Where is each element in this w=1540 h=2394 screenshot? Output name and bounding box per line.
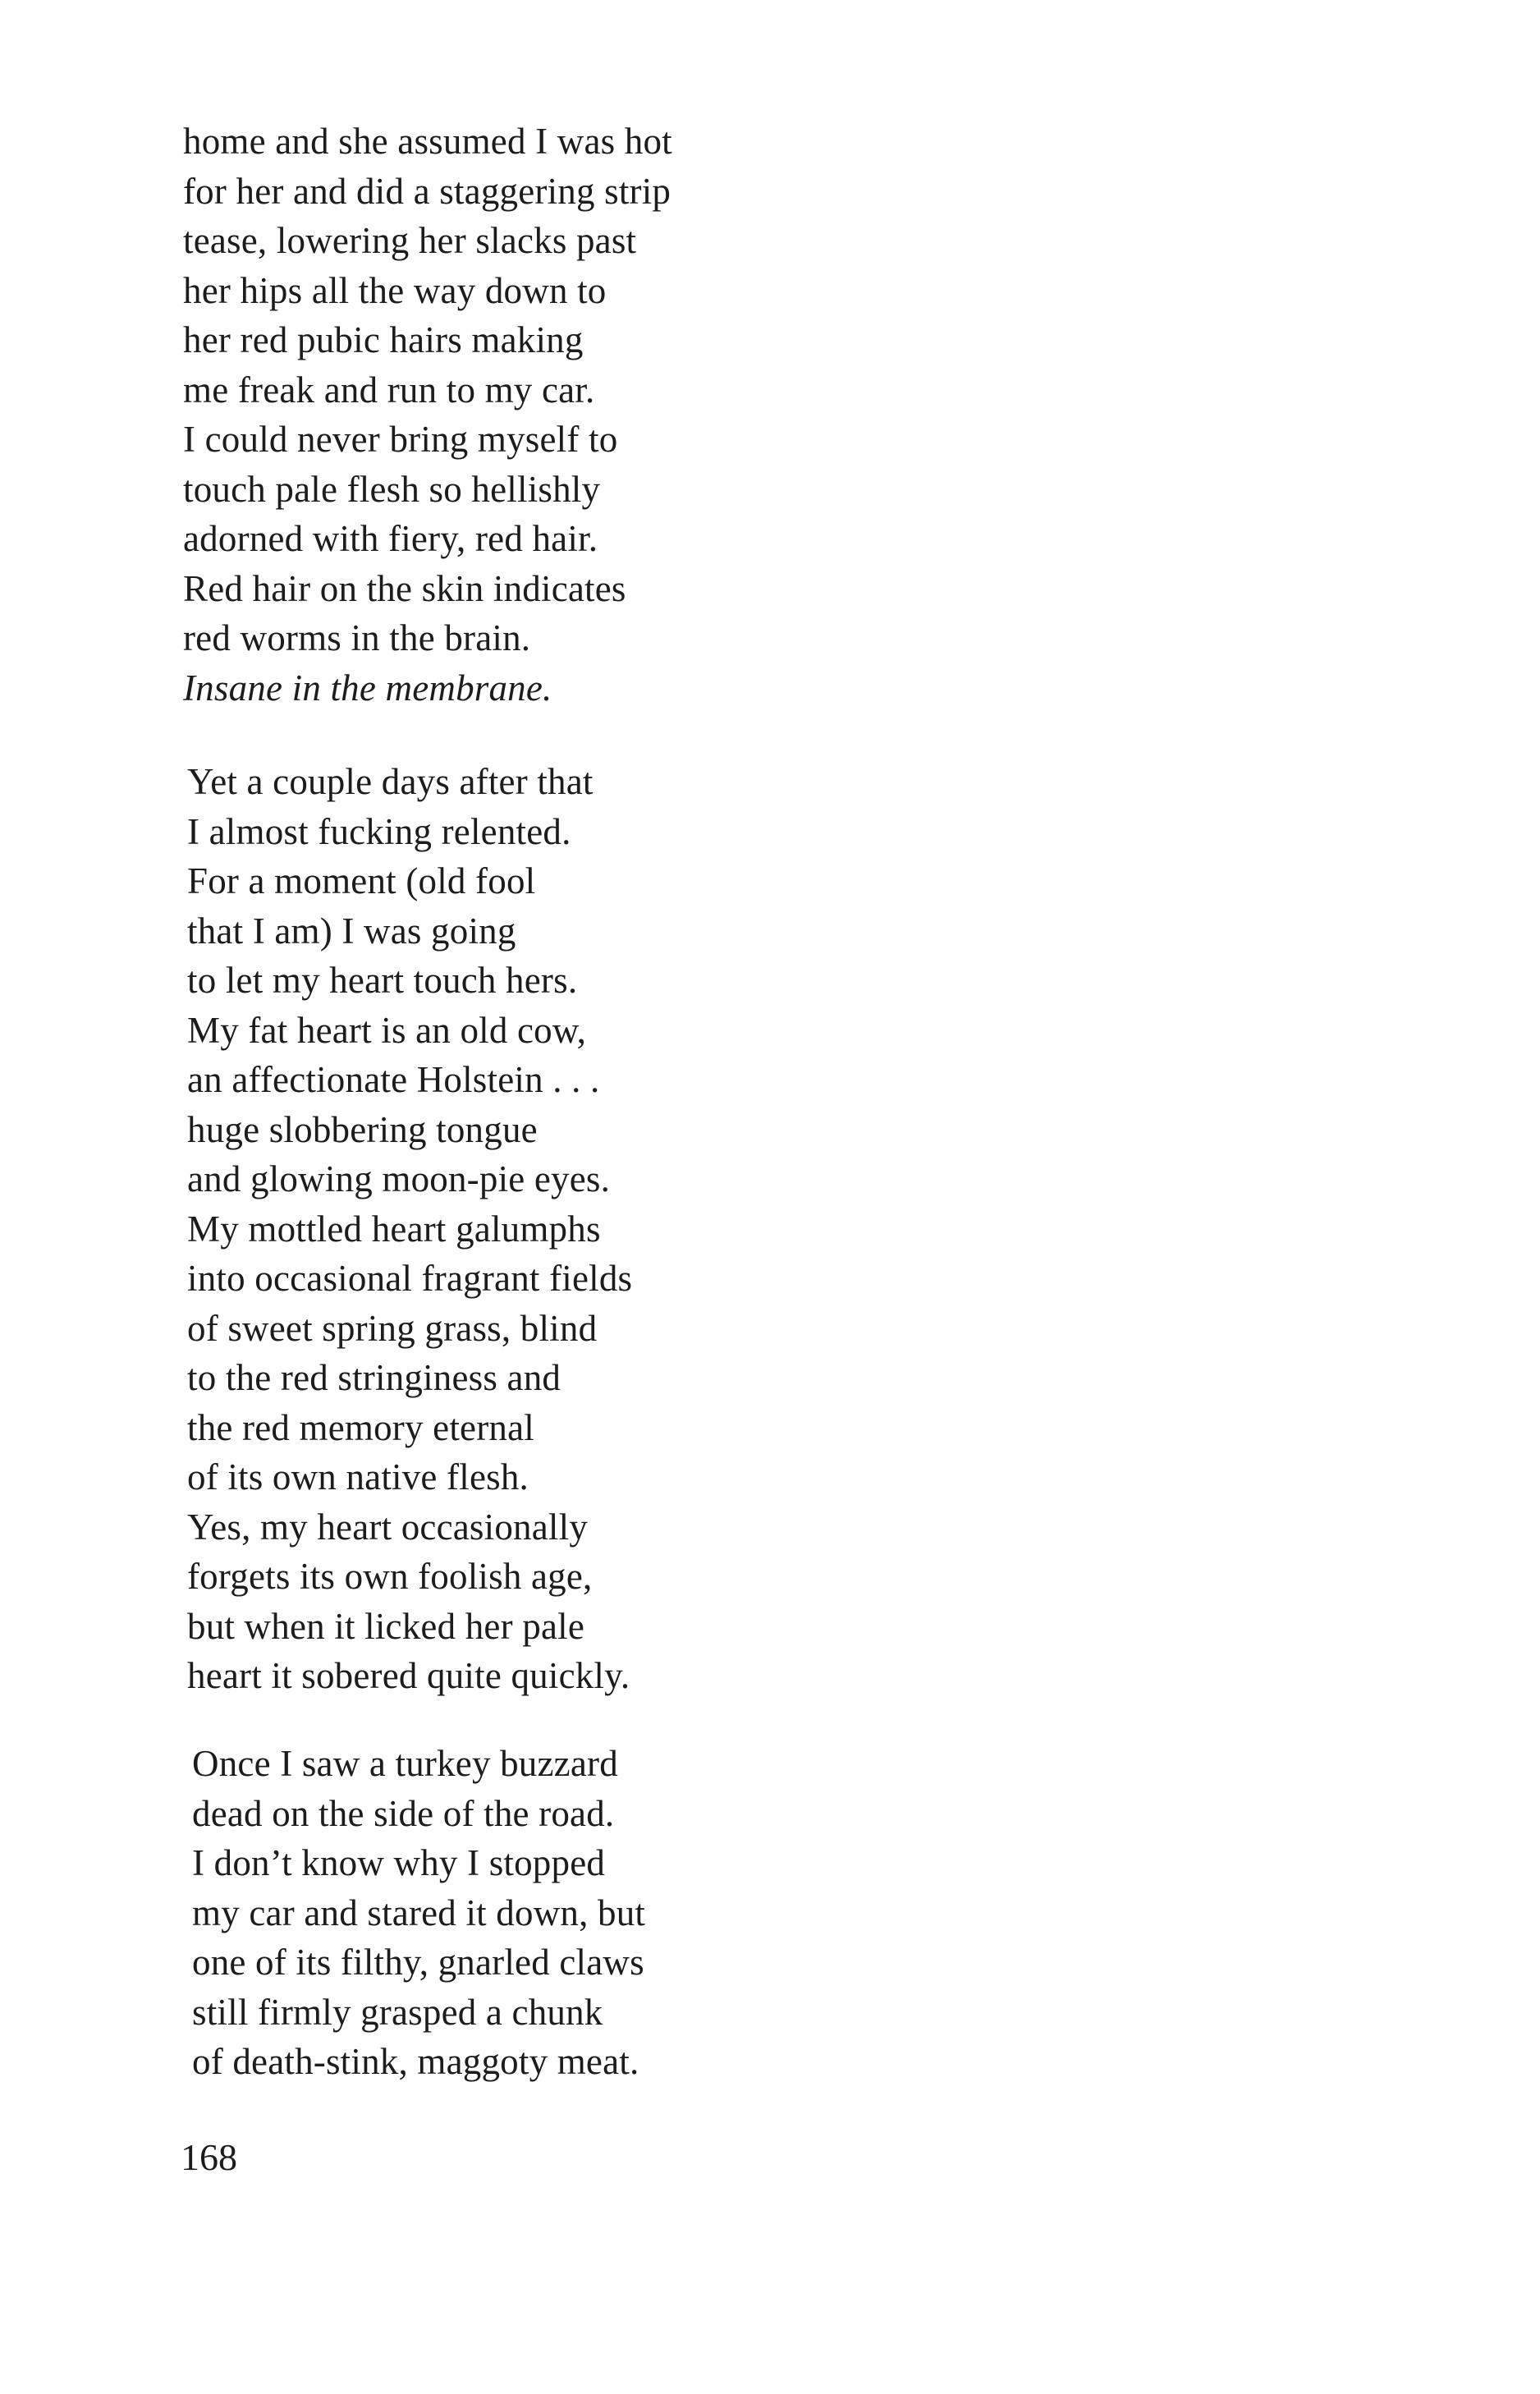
poem-line: to the red stringiness and (187, 1357, 561, 1398)
poem-line: but when it licked her pale (187, 1605, 584, 1647)
poem-line: adorned with fiery, red hair. (183, 518, 598, 559)
stanza-2 (187, 757, 632, 1701)
poem-line: red worms in the brain. (183, 617, 531, 658)
poem-line: home and she assumed I was hot (183, 121, 672, 162)
stanza-1 (183, 117, 672, 713)
poem-line: dead on the side of the road. (192, 1792, 615, 1834)
poem-line: her hips all the way down to (183, 269, 607, 311)
poem-line: my car and stared it down, but (192, 1892, 646, 1933)
poem-line: My mottled heart galumphs (187, 1208, 601, 1250)
poem-line: that I am) I was going (187, 910, 516, 952)
poem-line: Once I saw a turkey buzzard (192, 1743, 618, 1784)
poem-line: huge slobbering tongue (187, 1108, 538, 1150)
poem-line: heart it sobered quite quickly. (187, 1655, 630, 1696)
poem-line: Yes, my heart occasionally (187, 1506, 589, 1548)
page-number: 168 (181, 2136, 237, 2178)
poem-line: for her and did a staggering strip (183, 170, 671, 212)
poem-line: Insane in the membrane. (183, 667, 552, 709)
poem-line: and glowing moon-pie eyes. (187, 1158, 611, 1199)
poem-line: the red memory eternal (187, 1406, 534, 1448)
poem-line: one of its filthy, gnarled claws (192, 1942, 644, 1983)
poem-line: Red hair on the skin indicates (183, 567, 626, 609)
poem-line: into occasional fragrant fields (187, 1258, 633, 1299)
poem-line: her red pubic hairs making (183, 319, 584, 360)
poem-line: Yet a couple days after that (187, 761, 594, 802)
poem-line: tease, lowering her slacks past (183, 220, 637, 261)
poem-line: For a moment (old fool (187, 860, 536, 901)
poem-line: I don’t know why I stopped (192, 1842, 606, 1883)
poem-line: touch pale flesh so hellishly (183, 468, 601, 510)
poem-line: still firmly grasped a chunk (192, 1991, 603, 2033)
poem-line: I could never bring myself to (183, 419, 618, 460)
poem-line: My fat heart is an old cow, (187, 1009, 587, 1051)
stanza-3 (192, 1739, 645, 2087)
poem-line: me freak and run to my car. (183, 369, 595, 410)
poem-line: I almost fucking relented. (187, 810, 571, 852)
poem-line: of its own native flesh. (187, 1456, 529, 1497)
poem-line: an affectionate Holstein . . . (187, 1059, 600, 1100)
poem-line: to let my heart touch hers. (187, 960, 578, 1001)
poem-line: of death-stink, maggoty meat. (192, 2041, 639, 2082)
poem-line: forgets its own foolish age, (187, 1556, 593, 1597)
poem-line: of sweet spring grass, blind (187, 1307, 598, 1349)
